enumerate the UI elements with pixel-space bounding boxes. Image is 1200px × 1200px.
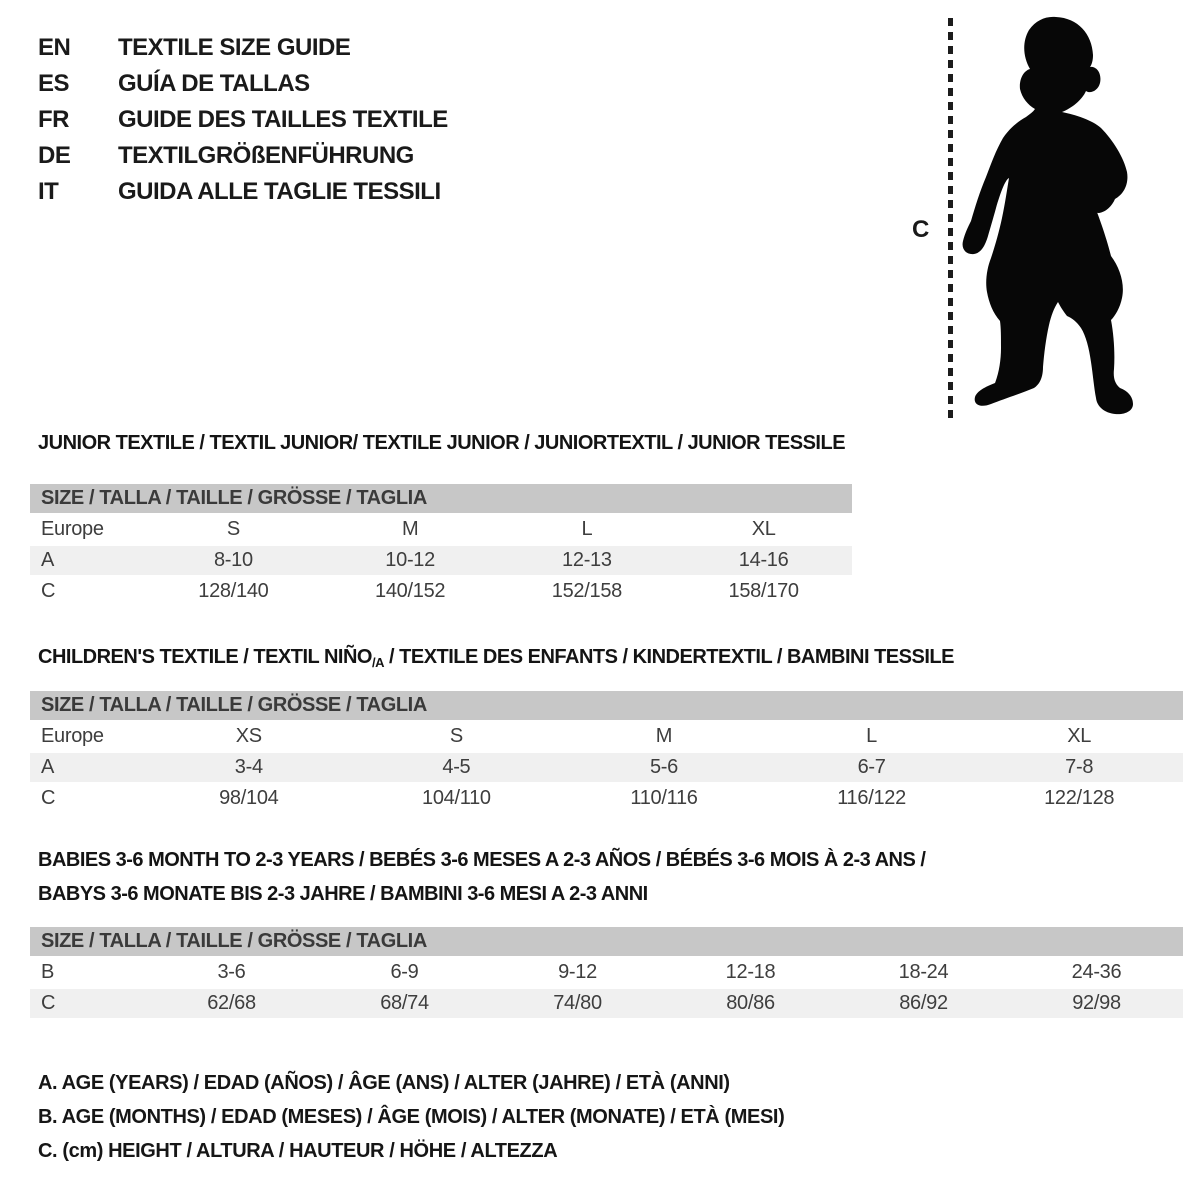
table-cell: 128/140 — [198, 580, 269, 602]
lang-title-en: TEXTILE SIZE GUIDE — [118, 34, 351, 61]
lang-title-it: GUIDA ALLE TAGLIE TESSILI — [118, 178, 441, 205]
table-cell: 122/128 — [1044, 787, 1115, 809]
table-row — [30, 989, 1183, 1018]
table-row — [30, 577, 852, 606]
table-cell: 116/122 — [837, 787, 906, 809]
children-size-table — [30, 722, 1183, 815]
table-cell: 12-18 — [725, 961, 776, 983]
babies-size-header-bar: SIZE / TALLA / TAILLE / GRÖSSE / TAGLIA — [30, 927, 1183, 956]
table-cell: 140/152 — [375, 580, 446, 602]
children-size-header-bar: SIZE / TALLA / TAILLE / GRÖSSE / TAGLIA — [30, 691, 1183, 720]
height-measure-label: C — [912, 216, 930, 243]
table-cell: 4-5 — [442, 756, 471, 778]
table-cell: L — [866, 725, 877, 747]
legend-line-c: C. (cm) HEIGHT / ALTURA / HAUTEUR / HÖHE / ALTEZZA — [38, 1140, 558, 1162]
table-cell: 152/158 — [551, 580, 622, 602]
table-cell: XL — [751, 518, 776, 540]
table-cell: 7-8 — [1065, 756, 1094, 778]
row-label: C — [41, 992, 56, 1014]
table-row — [30, 546, 852, 575]
children-title-sub: /A — [371, 655, 384, 670]
table-cell: 3-4 — [234, 756, 263, 778]
lang-code-fr: FR — [38, 106, 69, 133]
row-label: A — [41, 549, 55, 571]
table-cell: 8-10 — [213, 549, 253, 571]
row-label: Europe — [41, 725, 104, 747]
legend-line-a: A. AGE (YEARS) / EDAD (AÑOS) / ÂGE (ANS) / ALTER (JAHRE) / ETÀ (ANNI) — [38, 1072, 730, 1094]
junior-size-table — [30, 515, 852, 608]
table-cell: L — [581, 518, 593, 540]
children-title-prefix: CHILDREN'S TEXTILE / TEXTIL NIÑO — [38, 646, 372, 668]
table-cell: 86/92 — [899, 992, 948, 1014]
row-label: B — [41, 961, 55, 983]
row-label: C — [41, 787, 56, 809]
lang-row-fr — [38, 102, 448, 138]
table-cell: 18-24 — [898, 961, 949, 983]
row-label: A — [41, 756, 55, 778]
lang-row-es — [38, 66, 448, 102]
row-label: Europe — [41, 518, 104, 540]
table-cell: S — [449, 725, 463, 747]
lang-title-de: TEXTILGRÖßENFÜHRUNG — [118, 142, 414, 169]
table-cell: 6-9 — [390, 961, 419, 983]
table-cell: 62/68 — [207, 992, 256, 1014]
junior-size-header-bar: SIZE / TALLA / TAILLE / GRÖSSE / TAGLIA — [30, 484, 852, 513]
table-cell: 3-6 — [217, 961, 246, 983]
language-title-block — [38, 30, 448, 210]
babies-size-table — [30, 958, 1183, 1020]
table-row — [30, 515, 852, 544]
table-cell: 110/116 — [630, 787, 698, 809]
table-row — [30, 958, 1183, 987]
table-cell: 158/170 — [728, 580, 799, 602]
lang-code-it: IT — [38, 178, 59, 205]
lang-title-es: GUÍA DE TALLAS — [118, 70, 310, 97]
table-cell: M — [655, 725, 673, 747]
lang-code-de: DE — [38, 142, 71, 169]
table-row — [30, 722, 1183, 751]
table-cell: 12-13 — [562, 549, 612, 571]
table-cell: 5-6 — [649, 756, 678, 778]
table-cell: M — [401, 518, 419, 540]
table-cell: 80/86 — [726, 992, 775, 1014]
table-cell: 104/110 — [422, 787, 491, 809]
table-cell: 92/98 — [1072, 992, 1121, 1014]
lang-code-en: EN — [38, 34, 71, 61]
children-section-title — [38, 646, 954, 670]
table-cell: 24-36 — [1071, 961, 1122, 983]
table-row — [30, 784, 1183, 813]
table-cell: 98/104 — [219, 787, 279, 809]
table-cell: 14-16 — [738, 549, 789, 571]
table-cell: 10-12 — [385, 549, 435, 571]
lang-title-fr: GUIDE DES TAILLES TEXTILE — [118, 106, 448, 133]
table-cell: 6-7 — [857, 756, 886, 778]
table-cell: 68/74 — [380, 992, 429, 1014]
table-row — [30, 753, 1183, 782]
table-cell: S — [226, 518, 240, 540]
lang-code-es: ES — [38, 70, 70, 97]
table-cell: 9-12 — [558, 961, 597, 983]
legend-line-b: B. AGE (MONTHS) / EDAD (MESES) / ÂGE (MOIS) / ALTER (MONATE) / ETÀ (MESI) — [38, 1106, 785, 1128]
legend-block — [38, 1066, 784, 1168]
toddler-silhouette-icon — [952, 12, 1144, 422]
table-cell: 74/80 — [553, 992, 602, 1014]
table-cell: XL — [1067, 725, 1092, 747]
babies-section-title-line1: BABIES 3-6 MONTH TO 2-3 YEARS / BEBÉS 3-6 MESES A 2-3 AÑOS / BÉBÉS 3-6 MOIS À 2-3 ANS / — [38, 849, 926, 871]
babies-section-title-line2: BABYS 3-6 MONATE BIS 2-3 JAHRE / BAMBINI 3-6 MESI A 2-3 ANNI — [38, 883, 648, 905]
lang-row-de — [38, 138, 448, 174]
junior-section-title: JUNIOR TEXTILE / TEXTIL JUNIOR/ TEXTILE JUNIOR / JUNIORTEXTIL / JUNIOR TESSILE — [38, 432, 846, 454]
lang-row-en — [38, 30, 448, 66]
lang-row-it — [38, 174, 448, 210]
children-title-suffix: / TEXTILE DES ENFANTS / KINDERTEXTIL / BAMBINI TESSILE — [383, 646, 954, 668]
row-label: C — [41, 580, 56, 602]
table-cell: XS — [235, 725, 262, 747]
